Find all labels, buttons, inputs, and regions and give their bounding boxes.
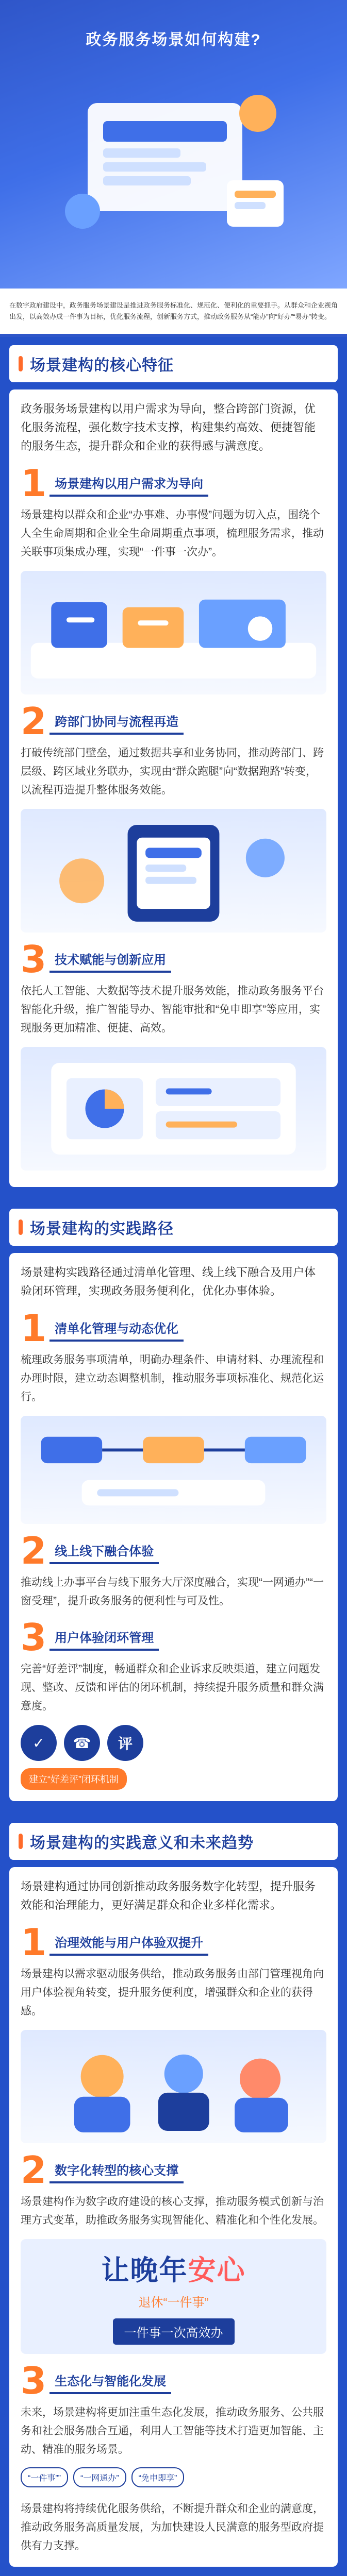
significance-1-subhead [21, 1921, 326, 1964]
significance-2-subhead [21, 2148, 326, 2192]
section-significance-header [9, 1823, 338, 1860]
poster-title-part-1: 让晚年 [101, 2255, 188, 2286]
poster-title [30, 2248, 317, 2288]
feature-1-text: 场景建构以群众和企业“办事难、办事慢”问题为切入点，围绕个人全生命周期和企业全生命周期重点事项，梳理服务需求，推动关联事项集成办理，实现“一件事一次办”。 [21, 509, 324, 558]
closing-paragraph: 场景建构将持续优化服务供给，不断提升群众和企业的满意度，推动政务服务高质量发展，为加快建设人民满意的服务型政府提供有力支撑。 [21, 2503, 324, 2552]
poster-footer: 一件事一次高效办 [113, 2318, 235, 2345]
practice-3-subhead [21, 1616, 326, 1659]
section-marker-icon [19, 1834, 23, 1849]
practice-1-number: 1 [21, 1307, 47, 1350]
feature-2-subhead [21, 700, 326, 743]
practice-2-title: 线上线下融合体验 [49, 1538, 159, 1564]
section-significance [0, 1815, 347, 2576]
practice-3-title: 用户体验闭环管理 [49, 1624, 159, 1651]
intro-paragraph: 在数字政府建设中，政务服务场景建设是推进政务服务标准化、规范化、便利化的重要抓手。从群众和企业视角出发，以高效办成一件事为目标，优化服务流程，创新服务方式，推动政务服务从“能办”向“好办”“易办”转变。 [0, 289, 347, 337]
feature-2-text: 打破传统部门壁垒，通过数据共享和业务协同，推动跨部门、跨层级、跨区域业务联办，实现由“群众跑腿”向“数据跑路”转变，以流程再造提升整体服务效能。 [21, 747, 324, 796]
process-flow-icon [21, 1416, 326, 1524]
practice-1-title: 清单化管理与动态优化 [49, 1315, 184, 1342]
event-chip: “免申即享” [131, 2467, 185, 2487]
significance-3-number: 3 [21, 2359, 47, 2402]
feedback-icon: ✓ [21, 1725, 57, 1761]
hero-title: 政务服务场景如何构建? [86, 31, 261, 48]
feedback-icons-row [21, 1725, 326, 1761]
feature-1-number: 1 [21, 462, 47, 505]
section-marker-icon [19, 356, 23, 371]
dashboard-icon [21, 1047, 326, 1171]
section-significance-title: 场景建构的实践意义和未来趋势 [30, 1835, 254, 1852]
significance-3-text: 未来，场景建构将更加注重生态化发展，推动政务服务、公共服务和社会服务融合互通，利用人工智能等技术打造更加智能、主动、精准的服务场景。 [21, 2406, 324, 2455]
practice-1-text: 梳理政务服务事项清单，明确办理条件、申请材料、办理流程和办理时限，建立动态调整机制，推动服务事项标准化、规范化运行。 [21, 1354, 324, 1403]
section-core-features-card [9, 389, 338, 1187]
feature-2-title: 跨部门协同与流程再造 [49, 708, 184, 735]
section-core-features [0, 337, 347, 1200]
hero-illustration [46, 67, 304, 252]
event-chip: “一件事”” [21, 2467, 68, 2487]
people-icon [21, 2030, 326, 2143]
evaluation-banner: 建立“好差评”闭环机制 [21, 1768, 127, 1790]
section-practice-paths-lead: 场景建构实践路径通过清单化管理、线上线下融合及用户体验闭环管理，实现政务服务便利化，优化办事体验。 [21, 1266, 316, 1297]
feature-3-title: 技术赋能与创新应用 [49, 946, 171, 973]
section-core-features-lead: 政务服务场景建构以用户需求为导向，整合跨部门资源，优化服务流程，强化数字技术支撑，构建集约高效、便捷智能的服务生态，提升群众和企业的获得感与满意度。 [21, 402, 316, 452]
data-dashboard-illustration [21, 1047, 326, 1171]
section-marker-icon [19, 1219, 23, 1235]
section-practice-paths-card [9, 1253, 338, 1801]
significance-3-subhead [21, 2359, 326, 2402]
section-practice-paths-header [9, 1209, 338, 1246]
section-practice-paths-title: 场景建构的实践路径 [30, 1221, 174, 1238]
practice-2-subhead [21, 1529, 326, 1572]
significance-3-title: 生态化与智能化发展 [49, 2368, 171, 2394]
section-core-features-title: 场景建构的核心特征 [30, 357, 174, 374]
significance-1-number: 1 [21, 1921, 47, 1964]
feature-3-subhead [21, 938, 326, 981]
feature-3-text: 依托人工智能、大数据等技术提升服务效能，推动政务服务平台智能化升级，推广智能导办、智能审批和“免申即享”等应用，实现服务更加精准、便捷、高效。 [21, 985, 324, 1034]
event-chip: “一网通办” [73, 2467, 126, 2487]
significance-2-title: 数字化转型的核心支撑 [49, 2157, 184, 2183]
section-core-features-header [9, 345, 338, 382]
service-hall-illustration [21, 571, 326, 694]
practice-2-number: 2 [21, 1529, 47, 1572]
mobile-service-icon [21, 809, 326, 933]
mobile-service-illustration [21, 809, 326, 933]
practice-3-number: 3 [21, 1616, 47, 1659]
feature-1-title: 场景建构以用户需求为导向 [49, 470, 208, 497]
section-significance-card [9, 1867, 338, 2567]
significance-1-title: 治理效能与用户体验双提升 [49, 1929, 208, 1956]
hero [0, 0, 347, 289]
significance-2-number: 2 [21, 2148, 47, 2192]
feature-2-number: 2 [21, 700, 47, 743]
section-significance-lead: 场景建构通过协同创新推动政务服务数字化转型，提升服务效能和治理能力，更好满足群众和企业多样化需求。 [21, 1880, 316, 1911]
section-practice-paths [0, 1200, 347, 1815]
poster-subtitle: 退休“一件事” [138, 2296, 209, 2310]
practice-3-text: 完善“好差评”制度，畅通群众和企业诉求反映渠道，建立问题发现、整改、反馈和评估的闭环机制，持续提升服务质量和群众满意度。 [21, 1663, 324, 1712]
process-flow-illustration [21, 1416, 326, 1524]
feature-1-subhead [21, 462, 326, 505]
practice-1-subhead [21, 1307, 326, 1350]
significance-2-text: 场景建构作为数字政府建设的核心支撑，推动服务模式创新与治理方式变革，助推政务服务实现智能化、精准化和个性化发展。 [21, 2196, 324, 2226]
evaluation-icon: 评 [107, 1725, 143, 1761]
significance-1-text: 场景建构以需求驱动服务供给，推动政务服务由部门管理视角向用户体验视角转变，提升服务便利度，增强群众和企业的获得感。 [21, 1968, 324, 2017]
people-illustration [21, 2030, 326, 2143]
service-hall-icon [21, 571, 326, 694]
poster-banner [21, 2239, 326, 2354]
poster-title-part-2: 安心 [188, 2255, 246, 2286]
feature-3-number: 3 [21, 938, 47, 981]
event-chips [21, 2467, 326, 2487]
practice-2-text: 推动线上办事平台与线下服务大厅深度融合，实现“一网通办”“一窗受理”，提升政务服务的便利性与可及性。 [21, 1577, 324, 1607]
phone-icon: ☎ [64, 1725, 100, 1761]
